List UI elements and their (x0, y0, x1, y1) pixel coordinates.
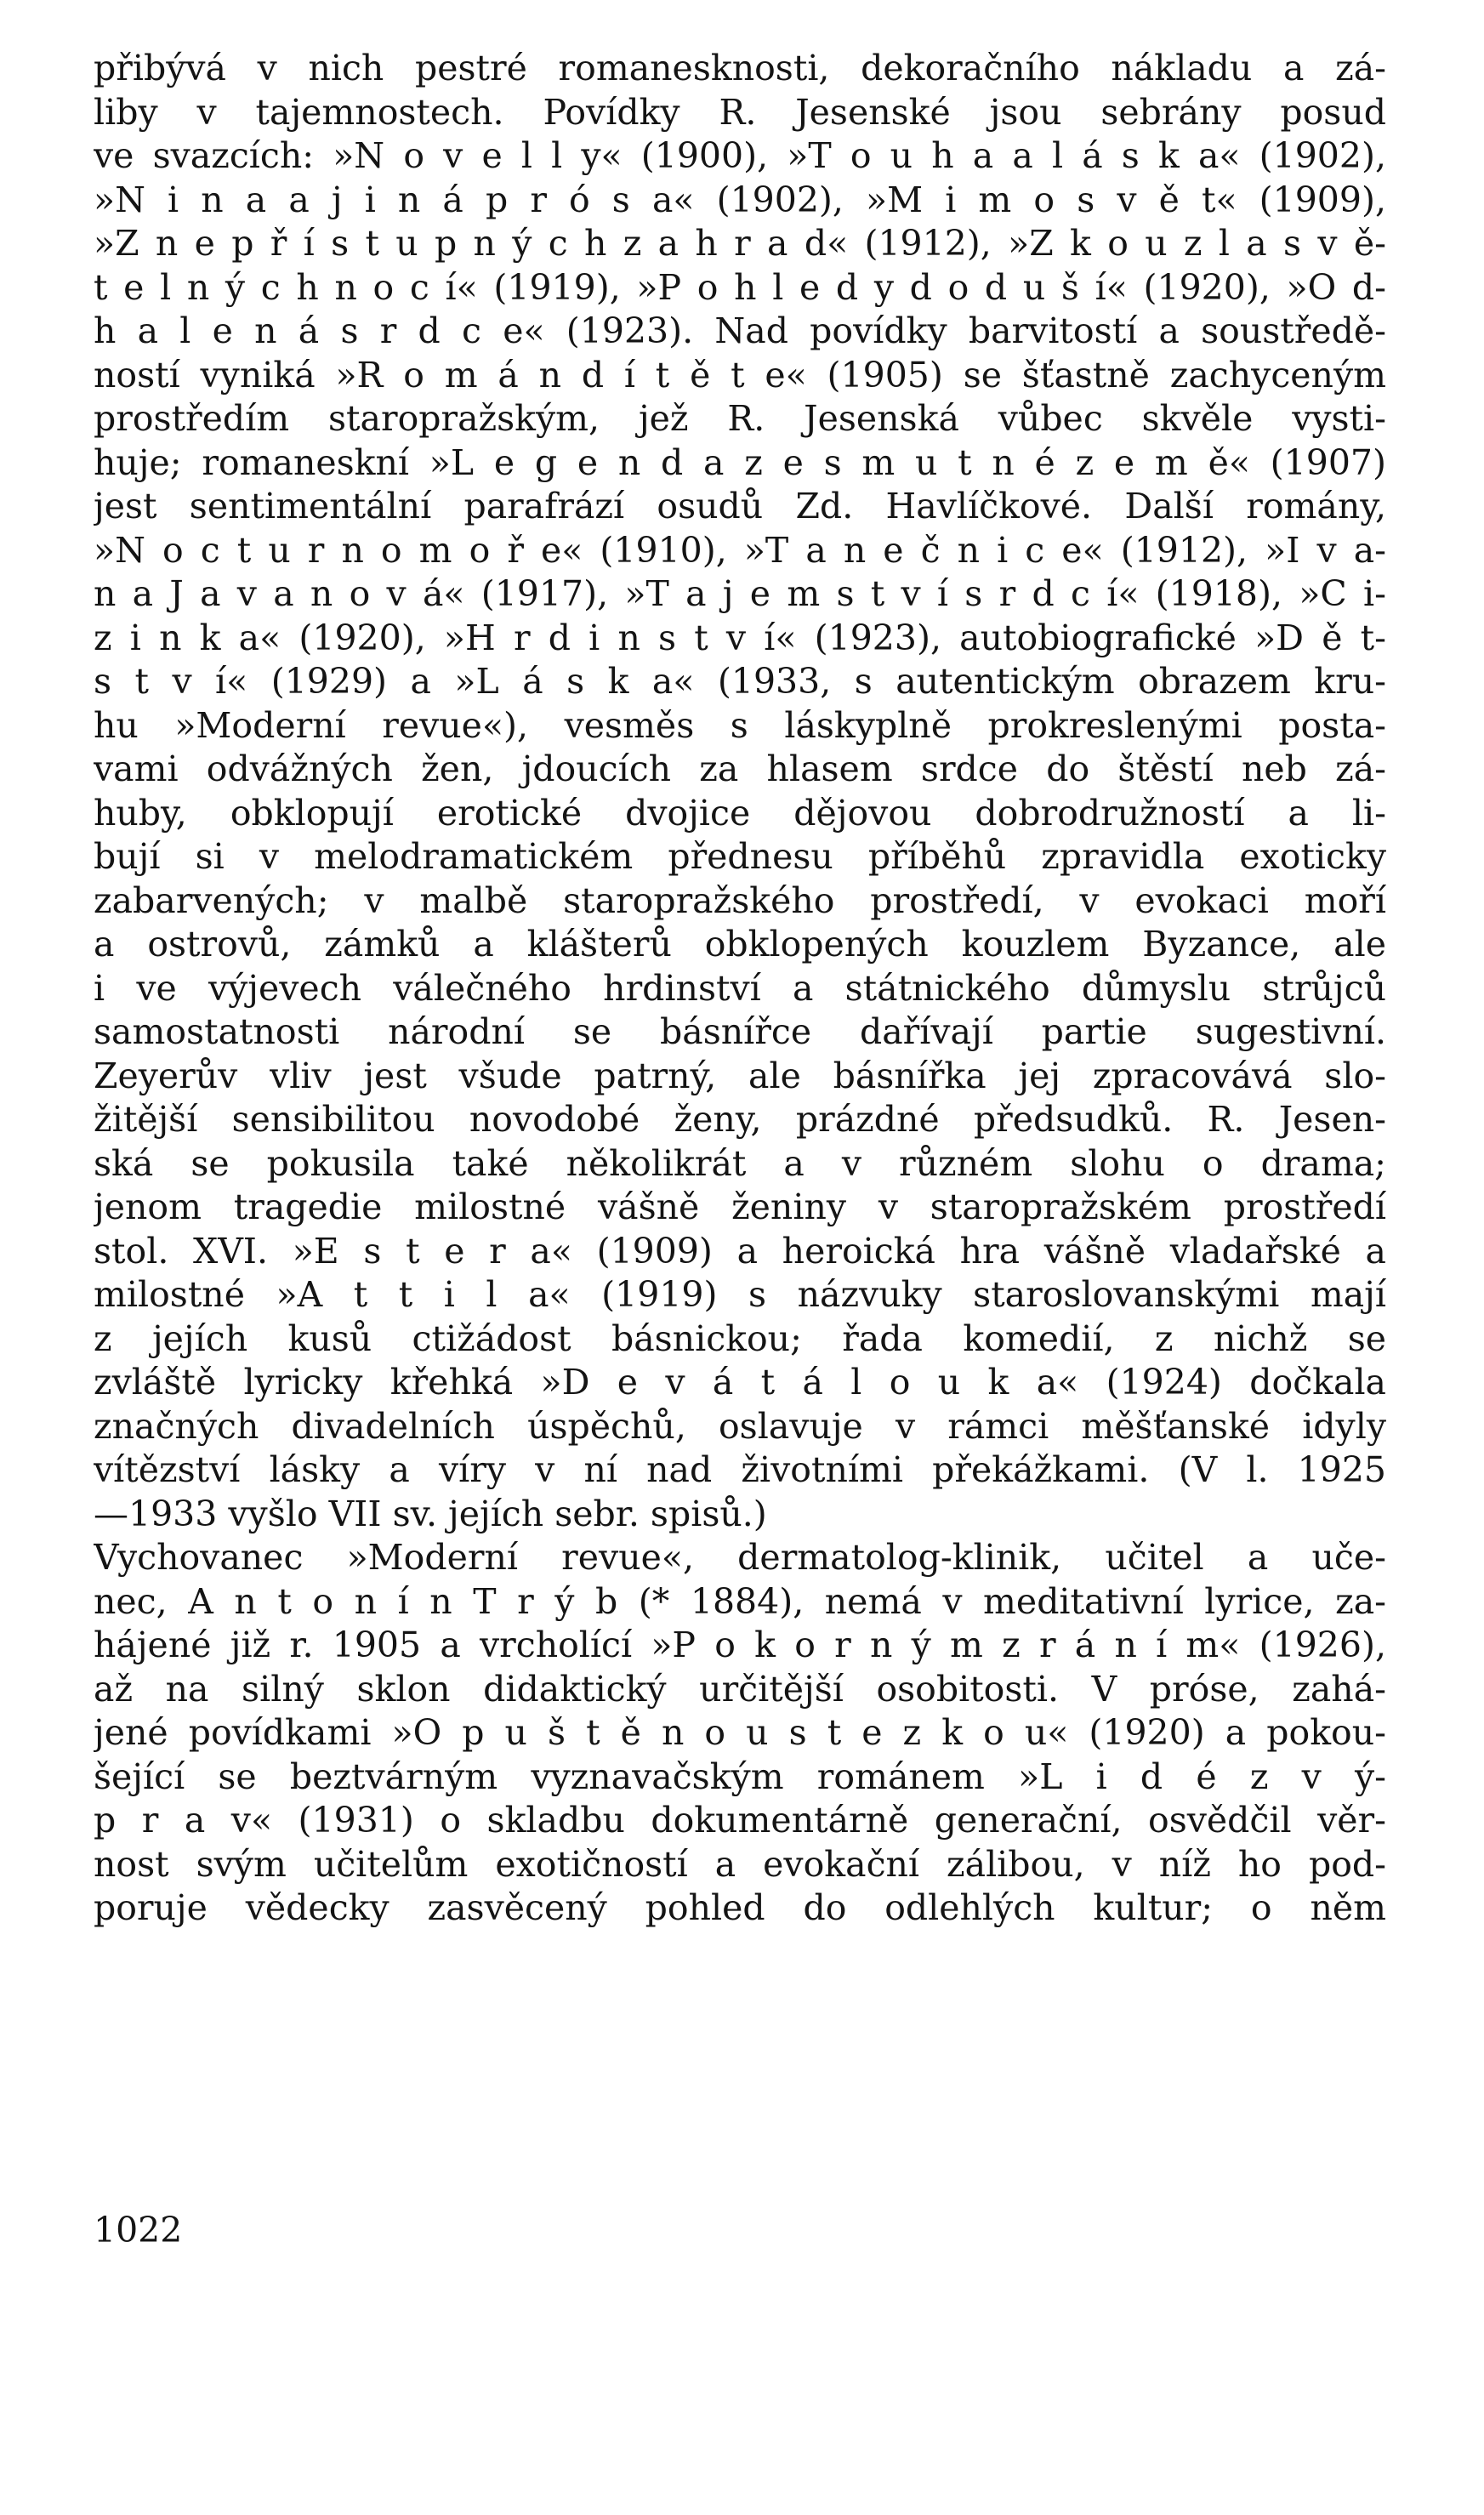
text-line: zabarvených; v malbě staropražského prostředí, v evokaci moří (94, 879, 1386, 921)
text-line: z jejích kusů ctižádost básnickou; řada komedií, z nichž se (94, 1317, 1386, 1359)
text-line: z i n k a« (1920), »H r d i n s t v í« (1923), autobiografické »D ě t- (94, 617, 1386, 658)
text-line: jenom tragedie milostné vášně ženiny v staropražském prostředí (94, 1186, 1386, 1227)
text-line: hu »Moderní revue«), vesměs s láskyplně prokreslenými posta- (94, 704, 1386, 746)
text-line: stol. XVI. »E s t e r a« (1909) a heroická hra vášně vladařské a (94, 1230, 1386, 1272)
text-line: samostatnosti národní se básnířce dařívají partie sugestivní. (94, 1011, 1386, 1052)
text-line: t e l n ý c h n o c í« (1919), »P o h l e d y d o d u š í« (1920), »O d- (94, 266, 1386, 308)
text-line: »Z n e p ř í s t u p n ý c h z a h r a d« (1912), »Z k o u z l a s v ě- (94, 223, 1386, 264)
text-line: »N o c t u r n o m o ř e« (1910), »T a n e č n i c e« (1912), »I v a- (94, 529, 1386, 571)
text-line: značných divadelních úspěchů, oslavuje v rámci měšťanské idyly (94, 1405, 1386, 1447)
text-line: bují si v melodramatickém přednesu příběhů zpravidla exoticky (94, 836, 1386, 877)
text-line: Zeyerův vliv jest všude patrný, ale básnířka jej zpracovává slo- (94, 1055, 1386, 1096)
text-line: —1933 vyšlo VII sv. jejích sebr. spisů.) (94, 1493, 767, 1534)
text-line: jest sentimentální parafrází osudů Zd. Havlíčkové. Další romány, (94, 486, 1386, 526)
paragraph-2 (94, 1536, 1386, 1931)
text-line: žitější sensibilitou novodobé ženy, prázdné předsudků. R. Jesen- (94, 1099, 1386, 1140)
text-line: huje; romaneskní »L e g e n d a z e s m u t n é z e m ě« (1907) (94, 441, 1386, 483)
text-line: h a l e n á s r d c e« (1923). Nad povídky barvitostí a soustředě- (94, 310, 1386, 351)
text-line: ností vyniká »R o m á n d í t ě t e« (1905) se šťastně zachyceným (94, 354, 1386, 395)
text-line: a ostrovů, zámků a klášterů obklopených kouzlem Byzance, ale (94, 924, 1386, 964)
body-text (94, 47, 1386, 1931)
text-line: šející se beztvárným vyznavačským románem »L i d é z v ý- (94, 1755, 1386, 1797)
text-line: »N i n a a j i n á p r ó s a« (1902), »M i m o s v ě t« (1909), (94, 179, 1386, 220)
text-line: Vychovanec »Moderní revue«, dermatolog-klinik, učitel a uče- (94, 1537, 1386, 1578)
text-line: prostředím staropražským, jež R. Jesenská vůbec skvěle vysti- (94, 398, 1386, 439)
text-line: p r a v« (1931) o skladbu dokumentárně generační, osvědčil věr- (94, 1800, 1386, 1841)
text-line: milostné »A t t i l a« (1919) s názvuky staroslovanskými mají (94, 1274, 1386, 1315)
text-line: nec, A n t o n í n T r ý b (* 1884), nemá v meditativní lyrice, za- (94, 1580, 1386, 1622)
text-line: zvláště lyricky křehká »D e v á t á l o u k a« (1924) dočkala (94, 1362, 1386, 1403)
text-line: poruje vědecky zasvěcený pohled do odlehlých kultur; o něm (94, 1887, 1386, 1928)
text-line: ská se pokusila také několikrát a v různém slohu o drama; (94, 1142, 1386, 1184)
text-line: nost svým učitelům exotičností a evokační zálibou, v níž ho pod- (94, 1843, 1386, 1885)
text-line: s t v í« (1929) a »L á s k a« (1933, s autentickým obrazem kru- (94, 661, 1386, 702)
text-line: huby, obklopují erotické dvojice dějovou dobrodružností a li- (94, 792, 1386, 834)
text-line: i ve výjevech válečného hrdinství a státnického důmyslu strůjců (94, 967, 1386, 1009)
text-line: liby v tajemnostech. Povídky R. Jesenské jsou sebrány posud (94, 91, 1386, 133)
text-line: až na silný sklon didaktický určitější osobitosti. V próse, zahá- (94, 1668, 1386, 1710)
text-line: hájené již r. 1905 a vrcholící »P o k o r n ý m z r á n í m« (1926), (94, 1625, 1386, 1665)
text-line: vítězství lásky a víry v ní nad životními překážkami. (V l. 1925 (94, 1449, 1386, 1490)
text-line: n a J a v a n o v á« (1917), »T a j e m s t v í s r d c í« (1918), »C i- (94, 573, 1386, 614)
text-line: vami odvážných žen, jdoucích za hlasem srdce do štěstí neb zá- (94, 748, 1386, 789)
text-line: jené povídkami »O p u š t ě n o u s t e z k o u« (1920) a pokou- (94, 1712, 1386, 1753)
page-number: 1022 (94, 2210, 183, 2250)
paragraph-1 (94, 47, 1386, 1536)
text-line: přibývá v nich pestré romanesknosti, dekoračního nákladu a zá- (94, 48, 1386, 88)
text-line: ve svazcích: »N o v e l l y« (1900), »T o u h a a l á s k a« (1902), (94, 135, 1386, 176)
